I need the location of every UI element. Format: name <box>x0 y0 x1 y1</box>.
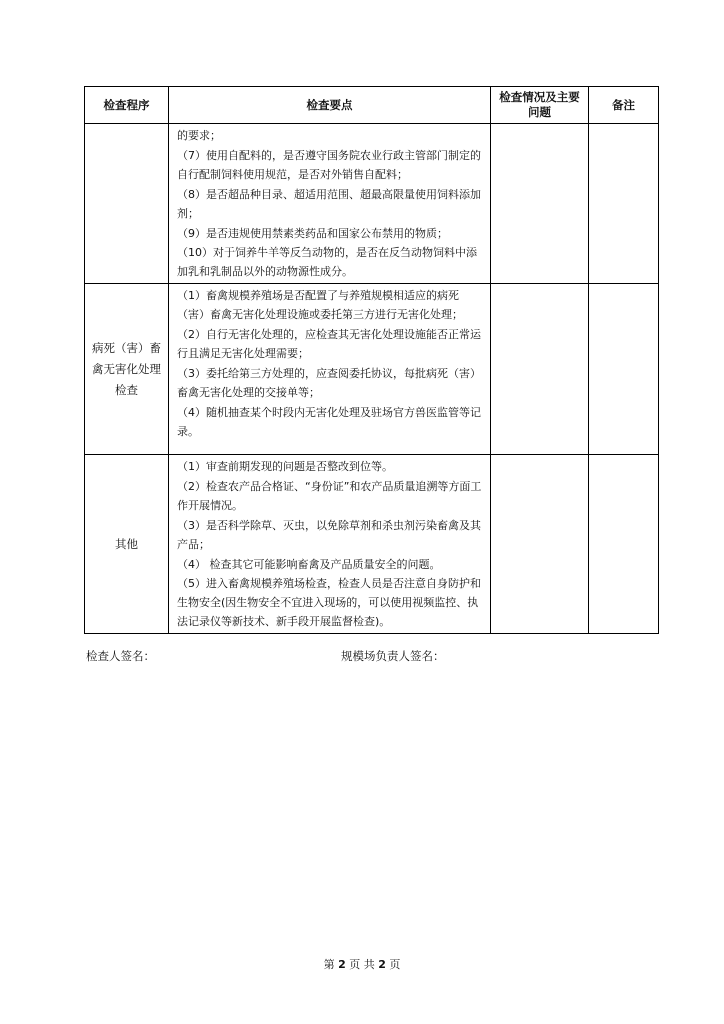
procedure-cell: 病死（害）畜禽无害化处理检查 <box>85 284 169 455</box>
table-row <box>85 124 659 284</box>
remarks-cell[interactable] <box>589 124 659 284</box>
footer-prefix: 第 <box>323 958 335 971</box>
point-item: （7）使用自配料的，是否遵守国务院农业行政主管部门制定的自行配制饲料使用规范，是否对外销售自配料； <box>177 149 481 181</box>
status-cell[interactable] <box>491 284 589 455</box>
point-item: （10）对于饲养牛羊等反刍动物的，是否在反刍动物饲料中添加乳和乳制品以外的动物源性成分。 <box>177 246 477 278</box>
point-item: （2）检查农产品合格证、“身份证”和农产品质量追溯等方面工作开展情况。 <box>177 480 482 512</box>
point-item: （9）是否违规使用禁素类药品和国家公布禁用的物质； <box>177 227 448 240</box>
point-item: （8）是否超品种目录、超适用范围、超最高限量使用饲料添加剂； <box>177 188 481 220</box>
farm-manager-signature-label: 规模场负责人签名： <box>341 649 445 663</box>
header-status <box>491 87 589 124</box>
point-item: （1）畜禽规模养殖场是否配置了与养殖规模相适应的病死（害）畜禽无害化处理设施或委托第三方进行无害化处理； <box>177 289 463 321</box>
footer-middle: 页 共 <box>349 958 375 971</box>
status-cell[interactable] <box>491 124 589 284</box>
total-pages-number: 2 <box>378 958 386 971</box>
key-points-cell <box>169 284 491 455</box>
procedure-cell <box>85 124 169 284</box>
point-item: （5）进入畜禽规模养殖场检查，检查人员是否注意自身防护和生物安全(因生物安全不宜进入现场的，可以使用视频监控、执法记录仪等新技术、新手段开展监督检查)。 <box>177 577 481 628</box>
key-points-cell <box>169 455 491 634</box>
header-remarks: 备注 <box>589 87 659 124</box>
key-points-cell <box>169 124 491 284</box>
point-item: （4） 检查其它可能影响畜禽及产品质量安全的问题。 <box>177 558 441 571</box>
point-item: （1）审查前期发现的问题是否整改到位等。 <box>177 460 393 473</box>
table-row <box>85 284 659 455</box>
table-row <box>85 455 659 634</box>
point-item: （3）委托给第三方处理的，应查阅委托协议，每批病死（害）畜禽无害化处理的交接单等； <box>177 367 481 399</box>
current-page-number: 2 <box>338 958 346 971</box>
footer-suffix: 页 <box>389 958 401 971</box>
table-header-row <box>85 87 659 124</box>
inspector-signature-label: 检查人签名： <box>86 649 155 663</box>
inspection-table <box>84 86 659 634</box>
remarks-cell[interactable] <box>589 284 659 455</box>
header-key-points: 检查要点 <box>169 87 491 124</box>
procedure-cell: 其他 <box>85 455 169 634</box>
header-status-text: 检查情况及主要问题 <box>499 90 580 119</box>
point-item: 的要求； <box>177 129 221 142</box>
status-cell[interactable] <box>491 455 589 634</box>
point-item: （3）是否科学除草、灭虫，以免除草剂和杀虫剂污染畜禽及其产品； <box>177 519 481 551</box>
page-footer <box>0 956 724 972</box>
point-item: （2）自行无害化处理的，应检查其无害化处理设施能否正常运行且满足无害化处理需要； <box>177 328 481 360</box>
remarks-cell[interactable] <box>589 455 659 634</box>
header-procedure: 检查程序 <box>85 87 169 124</box>
point-item: （4）随机抽查某个时段内无害化处理及驻场官方兽医监管等记录。 <box>177 406 481 438</box>
